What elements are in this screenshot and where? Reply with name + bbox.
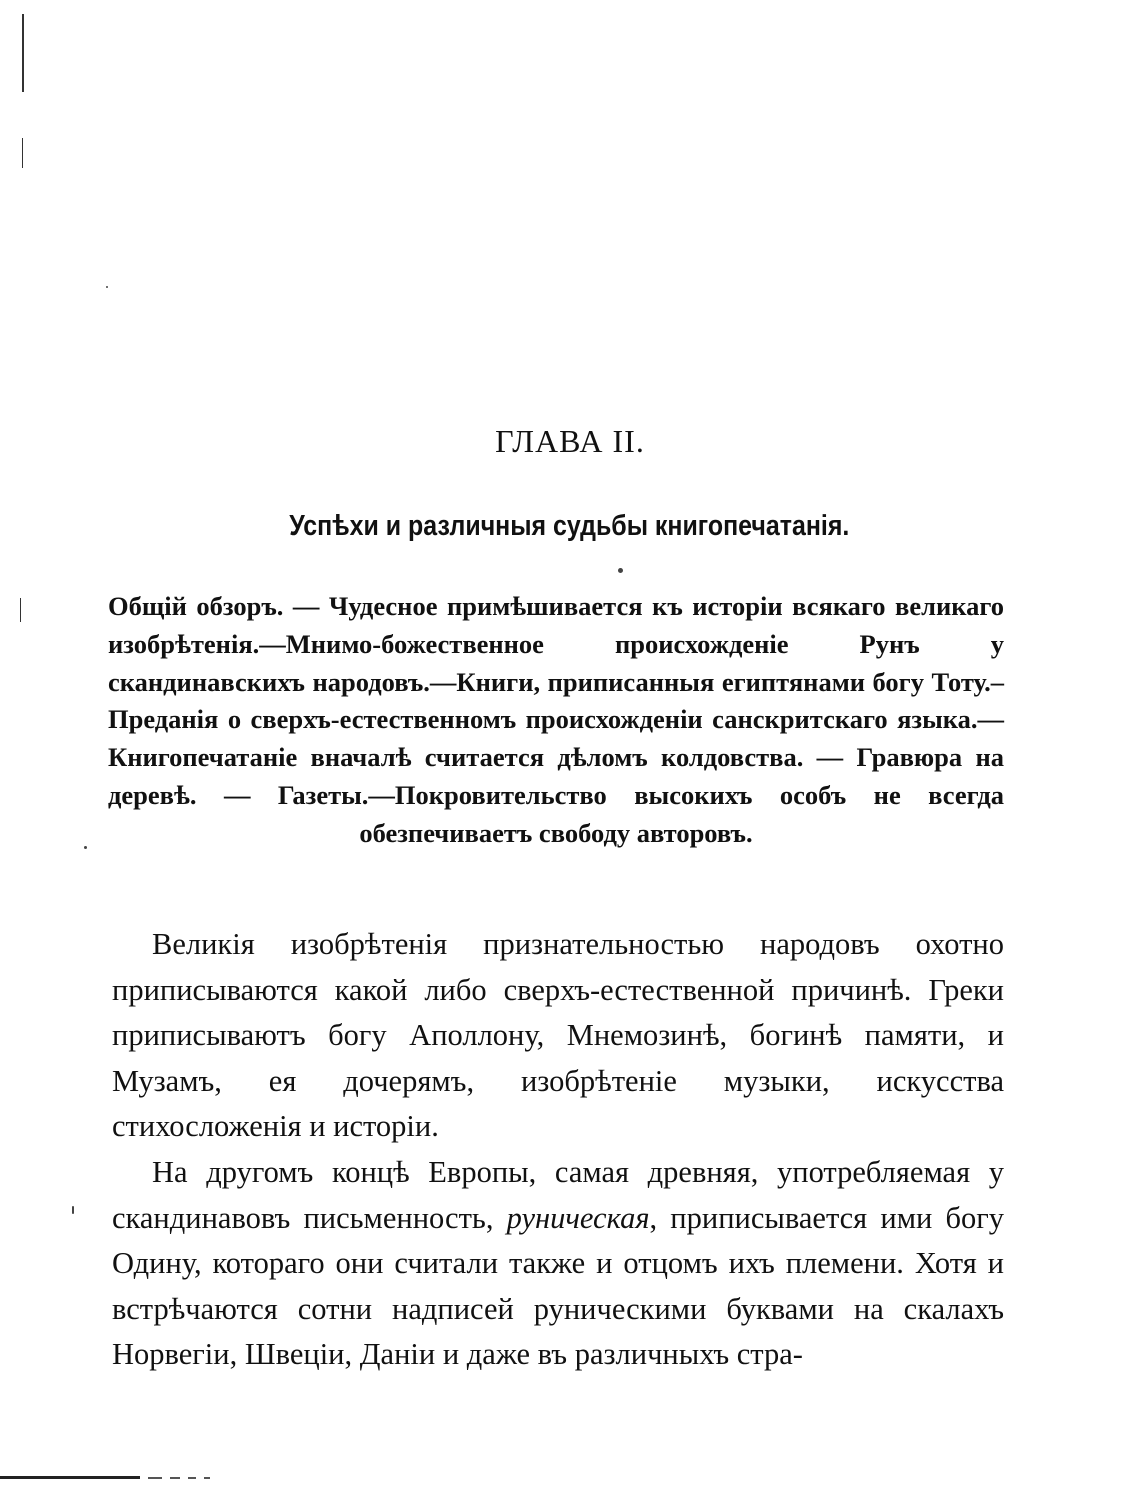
paragraph-2-text-start: На другомъ концѣ Европы, самая древняя, употребляемая у скандинавовъ письменность, bbox=[112, 1155, 1004, 1235]
chapter-title: ГЛАВА II. bbox=[495, 423, 645, 459]
footer-rule-dash bbox=[188, 1477, 196, 1479]
paragraph-2-text-end: , приписывается ими богу Одину, котораго они считали также и отцомъ ихъ племени. Хотя и встрѣчаются сотни надписей руническими буквами на скалахъ Норвегіи, Швеціи, Даніи и даже въ различныхъ стра- bbox=[112, 1200, 1004, 1372]
chapter-summary: Общій обзоръ. — Чудесное примѣшивается къ исторіи всякаго великаго изобрѣтенія.—Мнимо-божественное происхожденіе Рунъ у скандинавскихъ народовъ.—Книги, приписанныя египтянами богу Тоту.–Преданія о сверхъ-естественномъ происхожденіи санскритскаго языка.—Книгопечатаніе вначалѣ считается дѣломъ колдовства. — Гравюра на деревѣ. — Газеты.—Покровительство высокихъ особъ не всегда обезпечиваетъ свободу авторовъ. bbox=[108, 591, 1004, 848]
footer-rule-dash bbox=[170, 1477, 180, 1479]
scan-speck bbox=[618, 568, 623, 573]
footer-rule-dash bbox=[148, 1477, 162, 1479]
body-paragraph-1: Великія изобрѣтенія признательностью народовъ охотно приписываются какой либо сверхъ-естественной причинѣ. Греки приписываютъ богу Аполлону, Мнемозинѣ, богинѣ памяти, и Музамъ, ея дочерямъ, изобрѣтеніе музыки, искусства стихосложенія и исторіи. bbox=[112, 927, 1004, 1144]
scan-edge-line bbox=[22, 14, 24, 92]
scan-edge-line bbox=[20, 598, 21, 622]
scan-speck bbox=[84, 846, 87, 849]
paragraph-2-italic-term: руническая bbox=[506, 1200, 650, 1235]
footer-rule-dash bbox=[204, 1477, 210, 1479]
scan-edge-line bbox=[22, 138, 23, 168]
scan-speck bbox=[72, 1206, 74, 1214]
scan-speck bbox=[106, 286, 108, 288]
body-paragraph-2 bbox=[112, 1150, 1004, 1378]
chapter-subtitle: Успѣхи и различныя судьбы книгопечатанія. bbox=[289, 510, 850, 542]
footer-rule bbox=[0, 1476, 140, 1479]
